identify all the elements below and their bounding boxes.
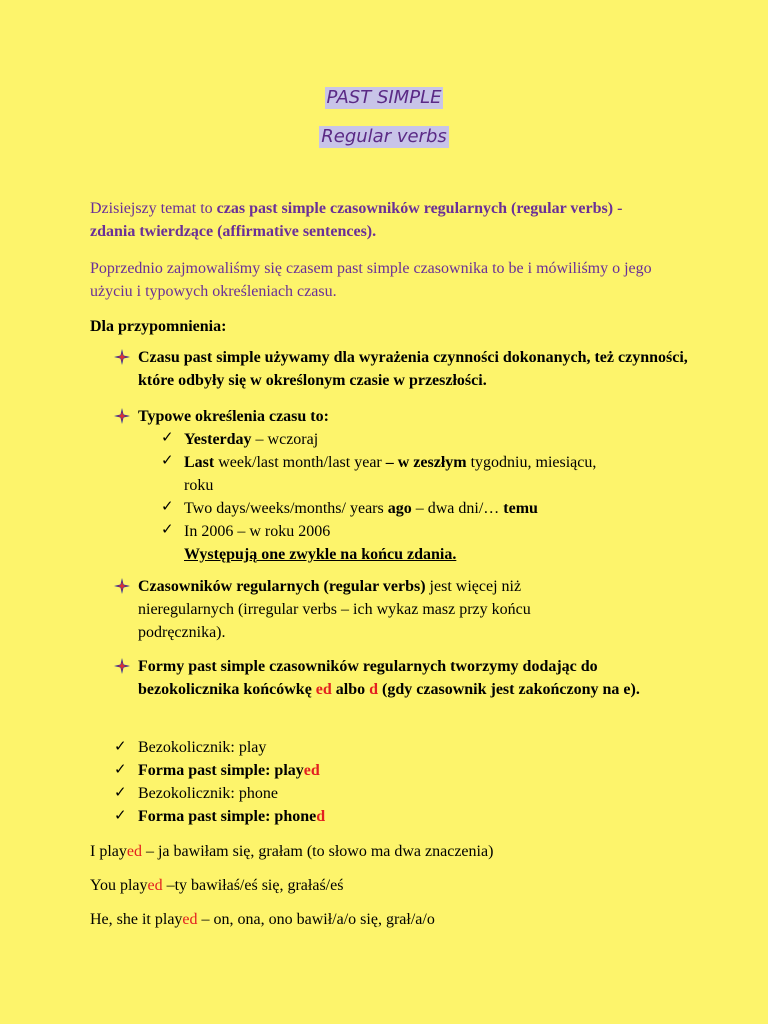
check-mark-icon: ✓ <box>114 806 127 824</box>
time-expression-variants-pl-cont: roku <box>184 477 214 494</box>
example-ending: ed <box>126 843 142 860</box>
example-translation: – ja bawiłam się, grałam (to słowo ma dwa znaczenia) <box>141 843 494 860</box>
check-mark-icon: ✓ <box>161 520 174 538</box>
intro-paragraph <box>90 197 660 243</box>
previously-paragraph: Poprzednio zajmowaliśmy się czasem past simple czasownika to be i mówiliśmy o jego użyciu i typowych określeniach czasu. <box>90 260 652 300</box>
time-expression-translation: – w zeszłym <box>385 454 467 471</box>
example-verb: He, she it play <box>90 911 183 928</box>
example-ending: ed <box>182 911 198 928</box>
example-ending: ed <box>147 877 163 894</box>
time-expression-term: ago <box>387 500 412 517</box>
four-point-arrow-bullet-icon <box>114 658 130 674</box>
past-form-stem: Forma past simple: play <box>138 762 304 779</box>
check-mark-icon: ✓ <box>114 783 127 801</box>
formation-rule-text: Formy past simple czasowników regularnych tworzymy dodając do bezokolicznika końcówkę <box>138 658 598 698</box>
example-past-form <box>138 759 320 782</box>
example-verb: I play <box>90 843 127 860</box>
intro-text: Dzisiejszy temat to <box>90 200 217 217</box>
time-expression-item <box>184 428 318 451</box>
intro-topic: czas past simple czasowników regularnych (regular verbs) - zdania twierdzące (affirmative sentences). <box>90 200 623 240</box>
time-expression-term: Yesterday <box>184 431 252 448</box>
formation-rule-or: albo <box>331 681 370 698</box>
example-infinitive: Bezokolicznik: play <box>138 739 267 756</box>
time-expression-variants-pl: tygodniu, miesiącu, <box>466 454 597 471</box>
ending-ed: ed <box>315 681 332 698</box>
ending-d: d <box>369 681 379 698</box>
example-infinitive: Bezokolicznik: phone <box>138 785 278 802</box>
bullet-regular-verbs <box>138 575 588 644</box>
time-expression-item <box>184 497 538 520</box>
example-sentence <box>90 840 690 863</box>
past-form-ending: ed <box>303 762 320 779</box>
example-verb: You play <box>90 877 148 894</box>
time-expression-prefix: Two days/weeks/months/ years <box>184 500 388 517</box>
subtitle-wrap <box>0 126 768 148</box>
check-mark-icon: ✓ <box>114 737 127 755</box>
time-expression-meaning: – dwa dni/… <box>411 500 504 517</box>
check-mark-icon: ✓ <box>161 451 174 469</box>
check-mark-icon: ✓ <box>114 760 127 778</box>
check-mark-icon: ✓ <box>161 497 174 515</box>
four-point-arrow-bullet-icon <box>114 408 130 424</box>
time-expression-translation: temu <box>503 500 538 517</box>
bullet-formation-rule <box>138 655 678 701</box>
page-subtitle: Regular verbs <box>321 126 447 147</box>
regular-verbs-term: Czasowników regularnych (regular verbs) <box>138 578 426 595</box>
example-sentence <box>90 908 690 931</box>
past-form-stem: Forma past simple: phone <box>138 808 317 825</box>
past-form-ending: d <box>316 808 326 825</box>
time-expression-meaning: – wczoraj <box>251 431 319 448</box>
position-note: Występują one zwykle na końcu zdania. <box>184 546 457 563</box>
regular-verbs-note: jest więcej niż nieregularnych (irregular verbs – ich wykaz masz przy końcu podręcznika). <box>138 578 531 641</box>
example-past-form <box>138 805 325 828</box>
four-point-arrow-bullet-icon <box>114 349 130 365</box>
four-point-arrow-bullet-icon <box>114 578 130 594</box>
time-expression-term: Last <box>184 454 215 471</box>
time-expression-variants: week/last month/last year <box>214 454 386 471</box>
bullet-time-expressions-heading: Typowe określenia czasu to: <box>138 408 329 425</box>
page-title: PAST SIMPLE <box>326 87 442 108</box>
example-translation: –ty bawiłaś/eś się, grałaś/eś <box>162 877 344 894</box>
example-sentence <box>90 874 690 897</box>
time-expression-item <box>184 451 684 497</box>
formation-rule-condition: (gdy czasownik jest zakończony na e). <box>378 681 640 698</box>
check-mark-icon: ✓ <box>161 428 174 446</box>
example-translation: – on, ona, ono bawił/a/o się, grał/a/o <box>197 911 435 928</box>
time-expression-item: In 2006 – w roku 2006 <box>184 523 331 540</box>
title-wrap <box>0 87 768 109</box>
reminder-label: Dla przypomnienia: <box>90 318 227 335</box>
bullet-usage: Czasu past simple używamy dla wyrażenia czynności dokonanych, też czynności, które odbyły się w określonym czasie w przeszłości. <box>138 349 688 389</box>
